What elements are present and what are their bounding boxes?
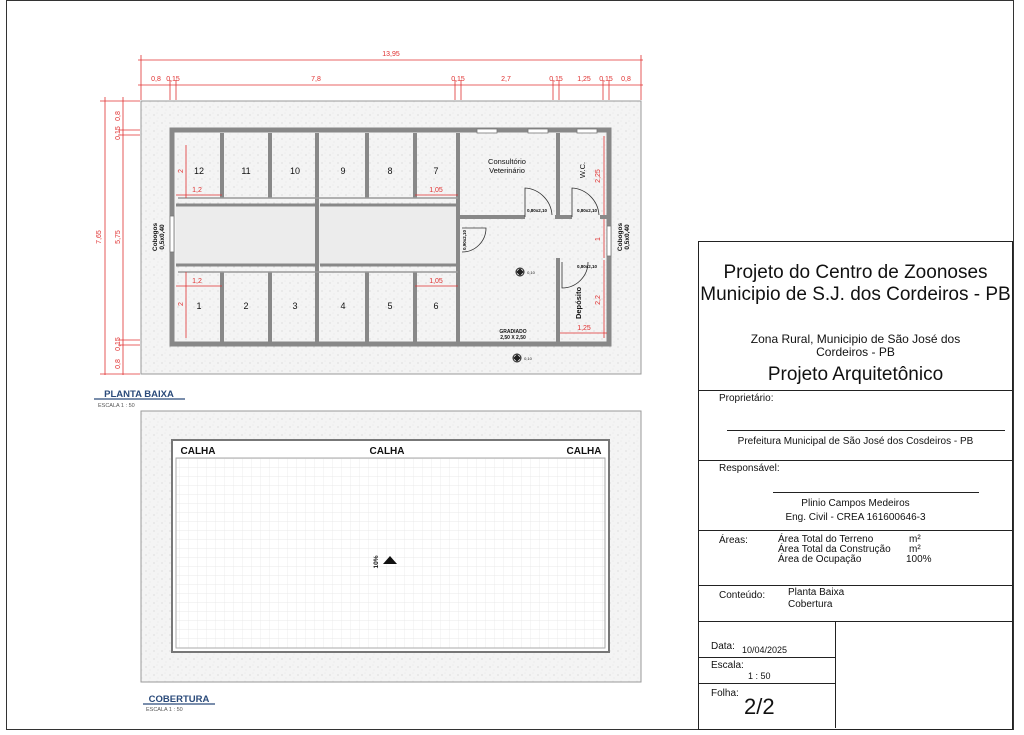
dim-interior: 2,2: [595, 295, 602, 305]
stall-number: 7: [433, 166, 439, 176]
area-construction-value: m²: [909, 544, 921, 555]
roof-calha-label: CALHA: [180, 446, 216, 457]
dim-segment: 0,15: [549, 76, 563, 83]
date-value: 10/04/2025: [742, 645, 788, 655]
roof-slope: 10%: [373, 555, 380, 569]
project-title: Projeto do Centro de Zoonoses Municipio de S.J. dos Cordeiros - PB: [700, 262, 1011, 305]
stall-number: 11: [241, 166, 251, 176]
stall-number: 5: [387, 301, 393, 311]
scale-value: 1 : 50: [748, 671, 771, 681]
stall-number: 1: [196, 301, 202, 311]
sheet-label: Folha:: [711, 688, 739, 699]
owner-label: Proprietário:: [719, 393, 774, 404]
door-label: 0,80x2,10: [576, 208, 598, 213]
responsible-label: Responsável:: [719, 463, 780, 474]
content-item: Planta Baixa: [788, 587, 845, 598]
roof-title: COBERTURA: [148, 694, 210, 705]
dim-segment: 0,15: [115, 337, 122, 351]
dim-interior: 1,25: [577, 325, 591, 332]
sheet-number: 2/2: [744, 694, 775, 719]
content-item: Cobertura: [788, 599, 833, 610]
dim-interior: 2: [178, 169, 185, 173]
dim-segment: 0,15: [115, 126, 122, 140]
cobogos-left: 0,5x0,40: [159, 224, 166, 250]
dim-interior: 2,25: [595, 169, 602, 183]
areas-label: Áreas:: [719, 535, 748, 546]
dim-segment: 0,8: [621, 76, 631, 83]
room-deposito: Depósito: [574, 286, 583, 320]
dim-interior: 1,05: [429, 278, 443, 285]
dim-interior: 1,2: [192, 187, 202, 194]
gradiado-label: 2,50 X 2,50: [500, 335, 526, 341]
content-label: Conteúdo:: [719, 590, 766, 601]
level-mark: 0,10: [527, 270, 535, 275]
owner-value: Prefeitura Municipal de São José dos Cosdeiros - PB: [737, 436, 974, 447]
dim-segment: 5,75: [115, 230, 122, 244]
cobogos-left: Cobogos: [152, 222, 159, 252]
roof-scale: ESCALA 1 : 50: [146, 707, 183, 713]
area-construction: Área Total da Construção: [778, 544, 891, 555]
dim-segment: 0,8: [115, 111, 122, 121]
door-label: 0,80x2,10: [576, 264, 598, 269]
top-dimension-lines: [138, 55, 643, 100]
dim-segment: 1,25: [577, 76, 591, 83]
plan-scale: ESCALA 1 : 50: [98, 403, 135, 409]
room-consultorio: Consultório: [488, 157, 526, 166]
gradiado-label: GRADIADO: [499, 329, 527, 335]
room-consultorio: Veterinário: [489, 166, 525, 175]
stall-number: 6: [433, 301, 439, 311]
plan-title: PLANTA BAIXA: [104, 389, 174, 400]
door-label: 0,80x2,10: [526, 208, 548, 213]
door-label: 0,90x2,10: [462, 229, 467, 251]
responsible-name: Plinio Campos Medeiros: [801, 498, 910, 509]
stall-number: 3: [292, 301, 298, 311]
roof-calha-label: CALHA: [566, 446, 602, 457]
area-terrain-value: m²: [909, 534, 921, 545]
dim-segment: 0,8: [115, 359, 122, 369]
dim-segment: 2,7: [501, 76, 511, 83]
stall-number: 2: [243, 301, 249, 311]
dim-interior: 1,05: [429, 187, 443, 194]
project-type: Projeto Arquitetônico: [767, 364, 944, 385]
dim-interior: 1: [595, 237, 602, 241]
scale-label: Escala:: [711, 660, 744, 671]
room-wc: W.C.: [578, 161, 587, 179]
responsible-registration: Eng. Civil - CREA 161600646-3: [785, 512, 926, 523]
dim-interior: 1,2: [192, 278, 202, 285]
dim-interior: 2: [178, 302, 185, 306]
area-occupation: Área de Ocupação: [778, 554, 862, 565]
stall-number: 9: [340, 166, 346, 176]
level-mark: 0,10: [524, 356, 532, 361]
cobogos-right: 0,5x0,40: [624, 224, 631, 250]
date-label: Data:: [711, 641, 735, 652]
stall-number: 12: [193, 166, 205, 176]
dim-segment: 0,8: [151, 76, 161, 83]
area-terrain: Área Total do Terreno: [778, 534, 874, 545]
stall-number: 4: [340, 301, 346, 311]
dim-segment: 0,15: [451, 76, 465, 83]
cobogos-right: Cobogos: [617, 222, 624, 252]
roof-calha-label: CALHA: [369, 446, 405, 457]
dim-overall-width: 13,95: [382, 51, 400, 58]
project-location: Zona Rural, Municipio de São José dos Cordeiros - PB: [750, 332, 961, 359]
stall-number: 8: [387, 166, 393, 176]
dim-overall-height: 7,65: [96, 230, 103, 244]
dim-segment: 0,15: [599, 76, 613, 83]
dim-segment: 0,15: [166, 76, 180, 83]
stall-number: 10: [289, 166, 301, 176]
area-occupation-value: 100%: [906, 554, 932, 565]
dim-segment: 7,8: [311, 76, 321, 83]
title-block: [698, 241, 1013, 730]
